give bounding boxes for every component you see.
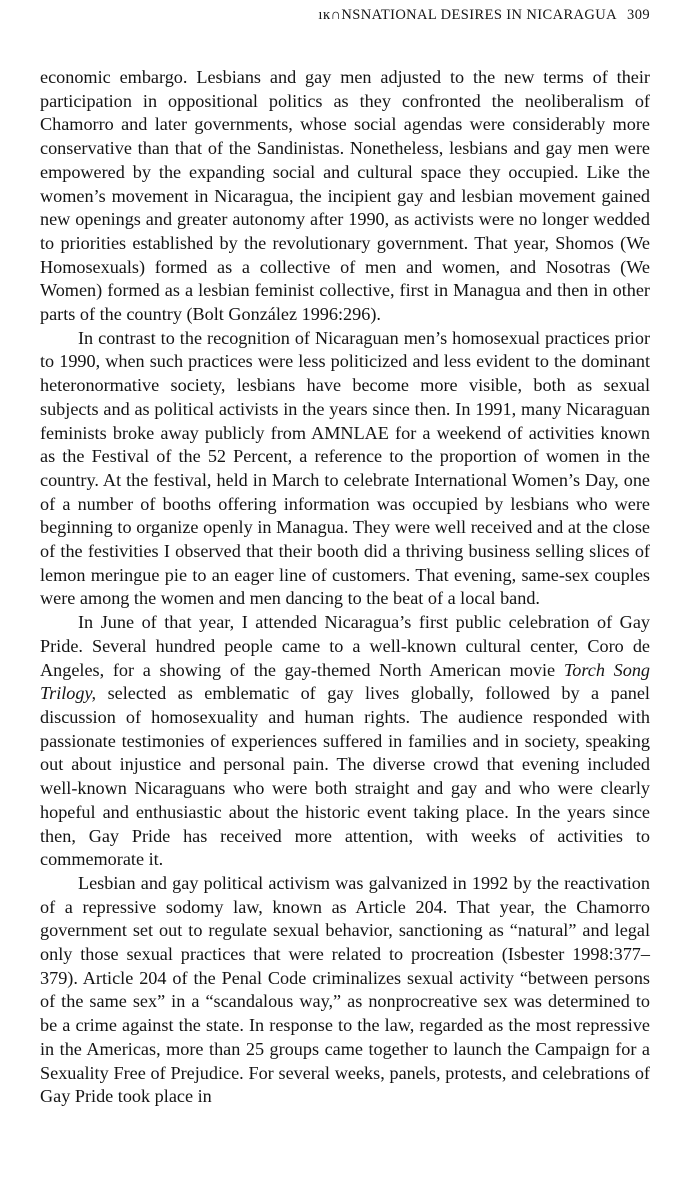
paragraph-3-text-before: In June of that year, I attended Nicaragua’s first public celebration of Gay Pride. Several hundred people came to a well-known cultural center, Coro de Angeles, for a showing of the gay-themed North American movie — [40, 612, 650, 680]
page-number: 309 — [627, 7, 650, 23]
paragraph-3 — [40, 611, 650, 872]
running-header — [40, 7, 650, 24]
paragraph-4: Lesbian and gay political activism was galvanized in 1992 by the reactivation of a repressive sodomy law, known as Article 204. That year, the Chamorro government set out to regulate sexual behavior, sanctioning as “natural” and legal only those sexual practices that were related to procreation (Isbester 1998:377–379). Article 204 of the Penal Code criminalizes sexual activity “between persons of the same sex” in a “scandalous way,” as nonprocreative sex was determined to be a crime against the state. In response to the law, regarded as the most repressive in the Americas, more than 25 groups came together to launch the Campaign for a Sexuality Free of Prejudice. For several weeks, panels, protests, and celebrations of Gay Pride took place in — [40, 872, 650, 1107]
paragraph-3-text-after: selected as emblematic of gay lives globally, followed by a panel discussion of homosexuality and human rights. The audience responded with passionate testimonies of experiences suffered in families and in society, speaking out about injustice and personal pain. The diverse crowd that evening included well-known Nicaraguans who were both straight and gay and who were clearly hopeful and enthusiastic about the historic event taking place. In the years since then, Gay Pride has received more attention, with weeks of activities to commemorate it. — [40, 683, 650, 870]
paragraph-1: economic embargo. Lesbians and gay men adjusted to the new terms of their participation in oppositional politics as they confronted the neoliberalism of Chamorro and later governments, whose social agendas were considerably more conservative than that of the Sandinistas. Nonetheless, lesbians and gay men were empowered by the expanding social and cultural space they occupied. Like the women’s movement in Nicaragua, the incipient gay and lesbian movement gained new openings and greater autonomy after 1990, as activists were no longer wedded to priorities established by the revolutionary government. That year, Shomos (We Homosexuals) formed as a collective of men and women, and Nosotras (We Women) formed as a lesbian feminist collective, first in Managua and then in other parts of the country (Bolt González 1996:296). — [40, 67, 650, 325]
running-title: ıĸ∩NSNATIONAL DESIRES IN NICARAGUA — [318, 7, 618, 23]
paragraph-2: In contrast to the recognition of Nicaraguan men’s homosexual practices prior to 1990, when such practices were less politicized and less evident to the dominant heteronormative society, lesbians have become more visible, both as sexual subjects and as political activists in the years since then. In 1991, many Nicaraguan feminists broke away publicly from AMNLAE for a weekend of activities known as the Festival of the 52 Percent, a reference to the proportion of women in the country. At the festival, held in March to celebrate International Women’s Day, one of a number of booths offering information was occupied by lesbians who were beginning to organize openly in Managua. They were well received and at the close of the festivities I observed that their booth did a thriving business selling slices of lemon meringue pie to an eager line of customers. That evening, same-sex couples were among the women and men dancing to the beat of a local band. — [40, 327, 650, 609]
body-text — [40, 66, 650, 1109]
movie-title: Torch Song Trilogy, — [40, 659, 651, 704]
